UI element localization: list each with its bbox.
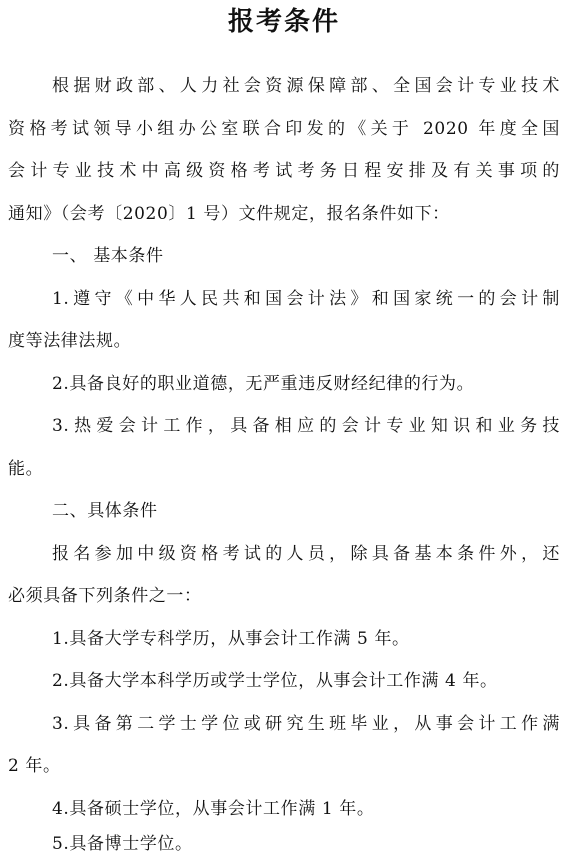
basic-item-2: 2.具备良好的职业道德，无严重违反财经纪律的行为。 [52,374,475,394]
intro-line-2: 资格考试领导小组办公室联合印发的《关于 2020 年度全国 [8,119,560,139]
specific-item-2: 2.具备大学本科学历或学士学位，从事会计工作满 4 年。 [52,671,498,691]
section-heading-basic: 一、 基本条件 [52,246,164,266]
specific-item-5: 5.具备博士学位。 [52,834,193,854]
specific-desc-line-2: 必须具备下列条件之一： [8,586,202,606]
basic-item-1-line-2: 度等法律法规。 [8,331,132,351]
basic-item-3-line-1: 3.热爱会计工作，具备相应的会计专业知识和业务技 [52,416,560,436]
intro-line-1: 根据财政部、人力社会资源保障部、全国会计专业技术 [52,76,560,96]
basic-item-3-line-2: 能。 [8,459,44,479]
specific-item-3-line-1: 3.具备第二学士学位或研究生班毕业，从事会计工作满 [52,714,560,734]
specific-item-3-line-2: 2 年。 [8,756,61,776]
intro-line-3: 会计专业技术中高级资格考试考务日程安排及有关事项的 [8,161,560,181]
specific-item-4: 4.具备硕士学位，从事会计工作满 1 年。 [52,799,375,819]
intro-line-4: 通知》（会考〔2020〕1 号）文件规定，报名条件如下： [8,204,450,224]
section-heading-specific: 二、具体条件 [52,501,158,521]
page-title: 报考条件 [227,7,340,37]
basic-item-1-line-1: 1.遵守《中华人民共和国会计法》和国家统一的会计制 [52,289,560,309]
specific-item-1: 1.具备大学专科学历，从事会计工作满 5 年。 [52,629,410,649]
specific-desc-line-1: 报名参加中级资格考试的人员，除具备基本条件外，还 [52,544,560,564]
